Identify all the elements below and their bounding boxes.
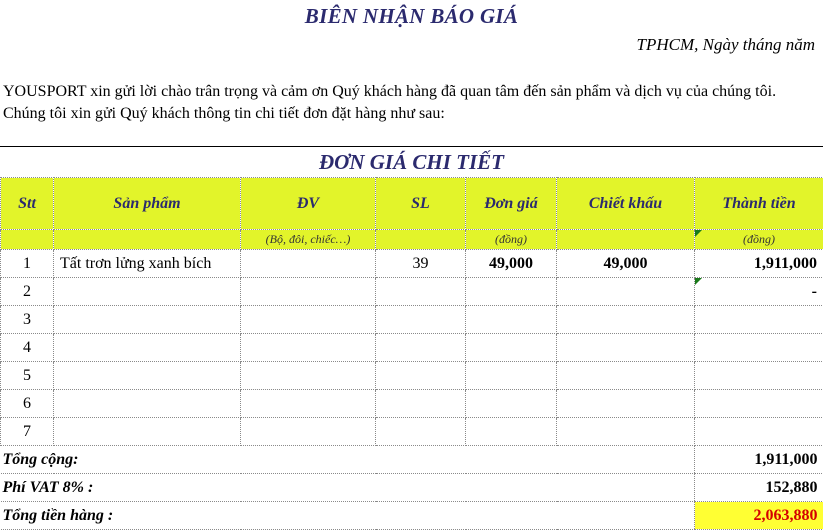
table-cell-qty[interactable] [376,278,466,306]
table-cell-unit[interactable] [241,362,376,390]
subheader-price[interactable]: (đồng) [466,230,557,250]
grand-total-label[interactable]: Tổng tiền hàng : [1,502,695,530]
table-cell-discount[interactable] [557,418,695,446]
table-cell-qty[interactable] [376,362,466,390]
table-cell-total[interactable] [695,334,823,362]
header-qty[interactable]: SL [376,178,466,230]
grand-total-value[interactable]: 2,063,880 [695,502,823,530]
table-cell-qty[interactable] [376,418,466,446]
table-cell-price[interactable] [466,278,557,306]
table-row [1,306,823,334]
table-cell-product[interactable]: Tất trơn lửng xanh bích [54,250,241,278]
table-cell-discount[interactable] [557,306,695,334]
table-cell-product[interactable] [54,362,241,390]
table-cell-product[interactable] [54,390,241,418]
subheader-discount[interactable] [557,230,695,250]
table-cell-discount[interactable]: 49,000 [557,250,695,278]
table-row [1,362,823,390]
vat-value[interactable]: 152,880 [695,474,823,502]
table-cell-price[interactable] [466,390,557,418]
vat-label[interactable]: Phí VAT 8% : [1,474,695,502]
subheader-stt[interactable] [1,230,54,250]
subtotal-label[interactable]: Tổng cộng: [1,446,695,474]
table-cell-qty[interactable] [376,306,466,334]
table-cell-product[interactable] [54,278,241,306]
table-cell-total[interactable] [695,362,823,390]
table-cell-product[interactable] [54,306,241,334]
table-cell-stt[interactable]: 3 [1,306,54,334]
subheader-qty[interactable] [376,230,466,250]
table-cell-discount[interactable] [557,334,695,362]
table-cell-unit[interactable] [241,334,376,362]
table-cell-qty[interactable] [376,390,466,418]
table-cell-stt[interactable]: 2 [1,278,54,306]
table-cell-price[interactable]: 49,000 [466,250,557,278]
table-row [1,418,823,446]
table-header-row [1,178,823,230]
header-stt[interactable]: Stt [1,178,54,230]
table-cell-unit[interactable] [241,250,376,278]
subheader-unit[interactable]: (Bộ, đôi, chiếc…) [241,230,376,250]
table-cell-total[interactable] [695,306,823,334]
intro-paragraph: YOUSPORT xin gửi lời chào trân trọng và cảm ơn Quý khách hàng đã quan tâm đến sản phẩm và dịch vụ của chúng tôi. Chúng tôi xin gửi Quý khách thông tin chi tiết đơn đặt hàng như sau: [3,81,818,125]
table-cell-qty[interactable] [376,334,466,362]
table-subheader-row [1,230,823,250]
header-price[interactable]: Đơn giá [466,178,557,230]
table-cell-total[interactable] [695,418,823,446]
table-cell-total[interactable] [695,390,823,418]
table-cell-price[interactable] [466,418,557,446]
subheader-total[interactable]: (đồng) [695,230,823,250]
header-discount[interactable]: Chiết khấu [557,178,695,230]
table-cell-stt[interactable]: 7 [1,418,54,446]
table-cell-stt[interactable]: 6 [1,390,54,418]
table-cell-unit[interactable] [241,418,376,446]
subtotal-row [1,446,823,474]
grand-total-row [1,502,823,530]
table-cell-unit[interactable] [241,390,376,418]
subtotal-value[interactable]: 1,911,000 [695,446,823,474]
table-cell-price[interactable] [466,334,557,362]
vat-row [1,474,823,502]
section-title: ĐƠN GIÁ CHI TIẾT [0,146,823,178]
table-row [1,250,823,278]
table-cell-price[interactable] [466,362,557,390]
table-cell-unit[interactable] [241,278,376,306]
table-cell-qty[interactable]: 39 [376,250,466,278]
table-cell-price[interactable] [466,306,557,334]
table-row [1,334,823,362]
header-unit[interactable]: ĐV [241,178,376,230]
quote-table [0,177,823,530]
table-cell-discount[interactable] [557,278,695,306]
table-row [1,390,823,418]
table-cell-total[interactable]: 1,911,000 [695,250,823,278]
table-cell-stt[interactable]: 1 [1,250,54,278]
table-cell-stt[interactable]: 4 [1,334,54,362]
table-cell-product[interactable] [54,418,241,446]
document-title: BIÊN NHẬN BÁO GIÁ [0,4,823,29]
header-total[interactable]: Thành tiền [695,178,823,230]
table-cell-stt[interactable]: 5 [1,362,54,390]
table-cell-total[interactable]: - [695,278,823,306]
subheader-product[interactable] [54,230,241,250]
table-cell-discount[interactable] [557,390,695,418]
dateline: TPHCM, Ngày tháng năm [637,35,816,55]
header-product[interactable]: Sản phẩm [54,178,241,230]
table-cell-unit[interactable] [241,306,376,334]
table-cell-discount[interactable] [557,362,695,390]
table-cell-product[interactable] [54,334,241,362]
table-row [1,278,823,306]
